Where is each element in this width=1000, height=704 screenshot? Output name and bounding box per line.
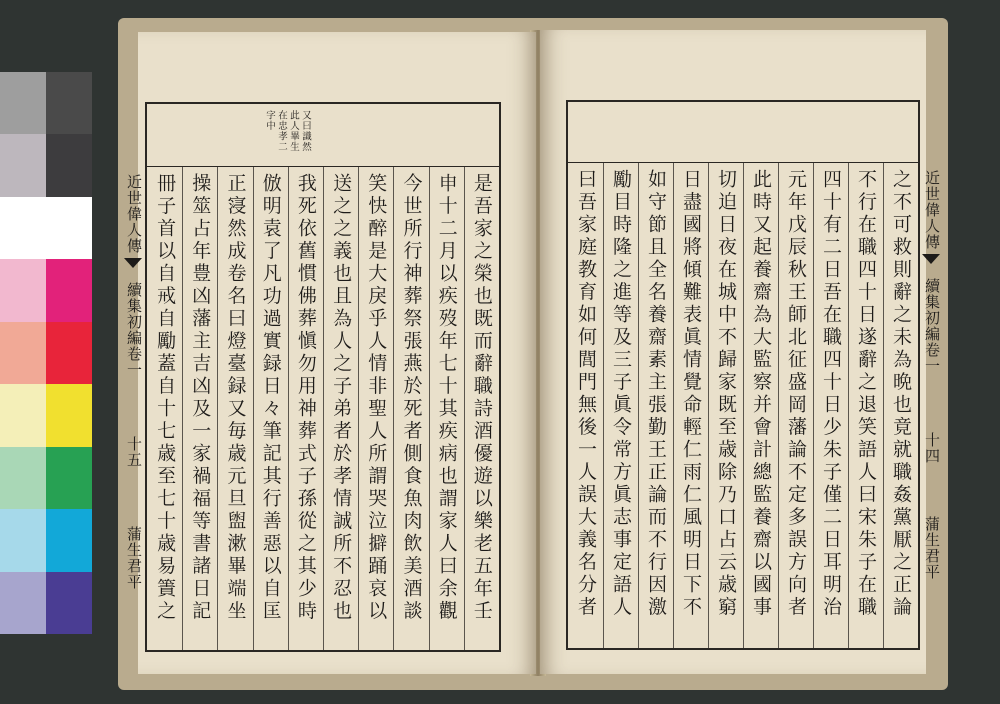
text-column: 曰吾家庭教育如何閭門無後一人誤大義名分者 <box>575 169 597 619</box>
column-rule <box>217 167 218 650</box>
hashira-subject: 蒲生君平 <box>923 516 941 580</box>
hashira-subject: 蒲生君平 <box>125 526 143 590</box>
text-column: 如守節且全名養齋素主張勤王正論而不行因激 <box>645 169 667 619</box>
head-note-line: 又曰識然 <box>300 110 311 152</box>
text-column: 切迫日夜在城中不歸家既至歳除乃口占云歳窮 <box>715 169 737 619</box>
text-column: 冊子首以自戒自勵蓋自十七歳至七十歳易簀之 <box>154 173 177 623</box>
calibration-swatch <box>0 509 46 571</box>
text-column: 勵目時隆之進等及三子眞令常方眞志事定語人 <box>610 169 632 619</box>
hashira-volume: 續集初編卷一 <box>923 278 941 374</box>
column-rule <box>603 163 604 648</box>
left-page-frame <box>145 102 501 652</box>
calibration-swatch <box>46 259 92 321</box>
calibration-swatch <box>46 197 92 259</box>
head-note-line: 字中 <box>264 110 275 131</box>
text-column: 是吾家之榮也既而辭職詩酒優遊以樂老五年壬 <box>470 173 493 623</box>
column-rule <box>288 167 289 650</box>
text-column: 元年戊辰秋王師北征盛岡藩論不定多誤方向者 <box>785 169 807 619</box>
head-note-line: 在忠孝二 <box>276 110 287 152</box>
fishtail-mark <box>124 258 142 268</box>
fishtail-mark <box>922 254 940 264</box>
text-column: 四十有二日吾在職四十日少朱子僅二日耳明治 <box>820 169 842 619</box>
calibration-swatch <box>46 384 92 446</box>
left-text-block <box>147 167 499 650</box>
column-rule <box>848 163 849 648</box>
folio-number: 十四 <box>923 432 941 464</box>
hashira-title: 近世偉人傳 <box>125 174 143 254</box>
column-rule <box>813 163 814 648</box>
calibration-swatch <box>46 72 92 134</box>
calibration-swatch <box>0 384 46 446</box>
right-text-block <box>568 163 918 648</box>
hashira-title: 近世偉人傳 <box>923 170 941 250</box>
column-rule <box>323 167 324 650</box>
calibration-swatch <box>46 572 92 634</box>
right-page-frame <box>566 100 920 650</box>
calibration-swatch <box>46 322 92 384</box>
column-rule <box>182 167 183 650</box>
text-column: 此時又起養齋為大監察并會計總監養齋以國事 <box>750 169 772 619</box>
column-rule <box>358 167 359 650</box>
calibration-swatch <box>0 572 46 634</box>
text-column: 申十二月以疾歿年七十其疾病也謂家人曰余觀 <box>435 173 458 623</box>
column-rule <box>778 163 779 648</box>
column-rule <box>429 167 430 650</box>
text-column: 倣明袁了凡功過實録日々筆記其行善惡以自匡 <box>259 173 282 623</box>
column-rule <box>464 167 465 650</box>
calibration-swatch <box>0 197 46 259</box>
column-rule <box>883 163 884 648</box>
text-column: 今世所行神葬祭張燕於死者側食魚肉飲美酒談 <box>400 173 423 623</box>
column-rule <box>253 167 254 650</box>
text-column: 之不可救則辭之未為晩也竟就職姦黨厭之正論 <box>890 169 912 619</box>
column-rule <box>673 163 674 648</box>
calibration-swatch <box>0 259 46 321</box>
calibration-swatch <box>0 72 46 134</box>
text-column: 日盡國將傾難表眞情覺命輕仁雨仁風明日下不 <box>680 169 702 619</box>
calibration-swatch <box>46 447 92 509</box>
calibration-swatch <box>0 322 46 384</box>
text-column: 正寖然成卷名曰燈臺録又毎歳元旦盥漱畢端坐 <box>224 173 247 623</box>
head-note-line: 此人畢生 <box>288 110 299 152</box>
text-column: 我死依舊慣佛葬愼勿用神葬式子孫從之其少時 <box>294 173 317 623</box>
column-rule <box>743 163 744 648</box>
color-calibration-strip <box>0 72 92 634</box>
text-column: 操筮占年豊凶藩主吉凶及一家禍福等書諸日記 <box>189 173 212 623</box>
calibration-swatch <box>0 134 46 196</box>
column-rule <box>393 167 394 650</box>
calibration-swatch <box>46 509 92 571</box>
folio-number: 十五 <box>125 436 143 468</box>
column-rule <box>708 163 709 648</box>
hashira-volume: 續集初編卷一 <box>125 282 143 378</box>
calibration-swatch <box>46 134 92 196</box>
text-column: 笑快醉是大戾乎人情非聖人所謂哭泣擗踊哀以 <box>365 173 388 623</box>
text-column: 送之之義也且為人之子弟者於孝情誠所不忍也 <box>330 173 353 623</box>
right-hashira <box>918 130 944 650</box>
left-hashira <box>120 130 146 650</box>
calibration-swatch <box>0 447 46 509</box>
column-rule <box>638 163 639 648</box>
text-column: 不行在職四十日遂辭之退笑語人曰宋朱子在職 <box>855 169 877 619</box>
